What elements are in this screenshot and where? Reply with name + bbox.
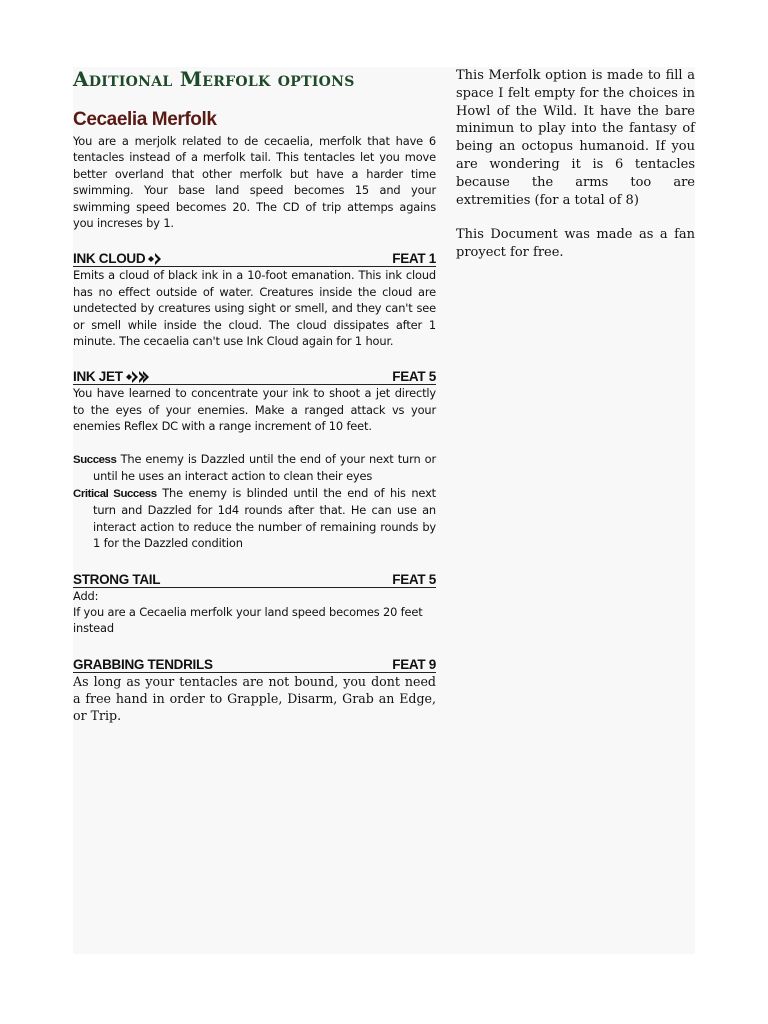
- critical-success-text: The enemy is blinded until the end of his next turn and Dazzled for 1d4 rounds after that. He can use an interact action to reduce the number of remaining rounds by 1 for the Dazzled condition: [93, 485, 436, 551]
- right-column: [456, 67, 695, 279]
- feat-text-ink-cloud: Emits a cloud of black ink in a 10-foot emanation. This ink cloud has no effect outside of water. Creatures inside the cloud are undetected by creatures using sight or smell, and they can't see or smell while inside the cloud. The cloud dissipates after 1 minute. The cecaelia can't use Ink Cloud again for 1 hour.: [73, 268, 436, 349]
- one-action-icon: [148, 252, 164, 265]
- two-action-icon: [126, 370, 150, 383]
- feat-header-ink-jet: [73, 369, 436, 385]
- feat-level-strong-tail: FEAT 5: [392, 571, 436, 587]
- feat-name-strong-tail: STRONG TAIL: [73, 571, 161, 587]
- critical-success-label: Critical Success: [73, 487, 157, 500]
- feat-name-ink-jet: INK JET: [73, 369, 123, 385]
- document-title: Aditional Merfolk options: [73, 67, 355, 91]
- feat-add-label-strong-tail: Add:: [73, 588, 99, 603]
- feat-text-strong-tail: If you are a Cecaelia merfolk your land speed becomes 20 feet instead: [73, 604, 423, 636]
- ancestry-description: You are a merjolk related to de cecaelia, merfolk that have 6 tentacles instead of a merfolk tail. This tentacles let you move better overland that other merfolk but have a harder time swimming. Your base land speed becomes 15 and your swimming speed becomes 20. The CD of trip attemps agains you increses by 1.: [73, 134, 436, 231]
- feat-level-grabbing-tendrils: FEAT 9: [392, 656, 436, 672]
- ancestry-title: Cecaelia Merfolk: [73, 109, 217, 130]
- degree-success: [73, 451, 436, 485]
- left-column: [73, 67, 436, 724]
- sidebar-paragraph-2: This Document was made as a fan proyect for free.: [456, 227, 695, 261]
- feat-header-strong-tail: [73, 572, 436, 588]
- feat-level-ink-cloud: FEAT 1: [392, 251, 436, 267]
- feat-header-ink-cloud: [73, 251, 436, 267]
- success-label: Success: [73, 454, 117, 467]
- feat-name-grabbing-tendrils: GRABBING TENDRILS: [73, 656, 213, 672]
- success-text: The enemy is Dazzled until the end of your next turn or until he uses an interact action to clean their eyes: [93, 452, 436, 484]
- feat-text-grabbing-tendrils: As long as your tentacles are not bound, you dont need a free hand in order to Grapple, Disarm, Grab an Edge, or Trip.: [73, 673, 436, 724]
- feat-name-ink-cloud: INK CLOUD: [73, 251, 146, 267]
- feat-header-grabbing-tendrils: [73, 657, 436, 673]
- feat-level-ink-jet: FEAT 5: [392, 369, 436, 385]
- feat-text-ink-jet: You have learned to concentrate your ink to shoot a jet directly to the eyes of your enemies. Make a ranged attack vs your enemies Reflex DC with a range increment of 10 feet.: [73, 386, 436, 434]
- degree-critical-success: [73, 485, 436, 552]
- sidebar-paragraph-1: This Merfolk option is made to fill a space I felt empty for the choices in Howl of the Wild. It have the bare minimun to play into the fantasy of being an octopus humanoid. If you are wondering it is 6 tentacles because the arms too are extremities (for a total of 8): [456, 68, 695, 208]
